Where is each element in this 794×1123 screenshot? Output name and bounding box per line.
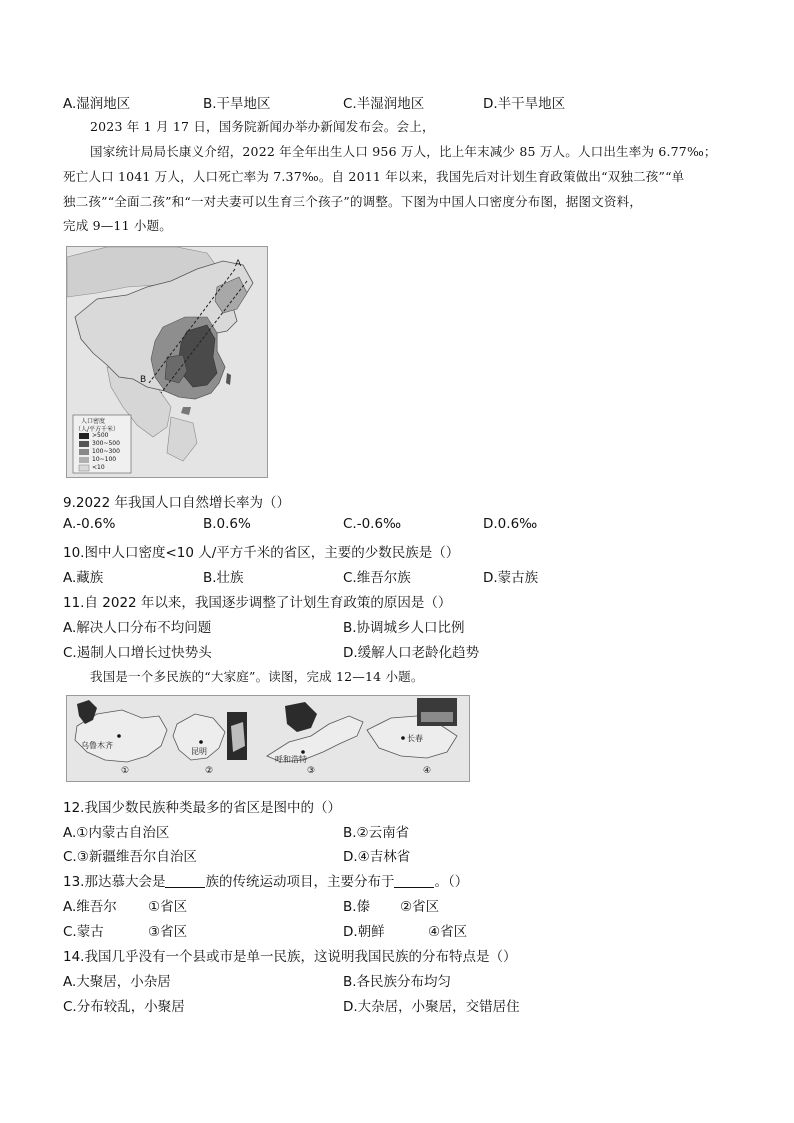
city-label-2: 昆明 xyxy=(191,747,207,756)
intro2: 我国是一个多民族的“大家庭”。读图，完成 12—14 小题。 xyxy=(90,669,424,684)
q13-stem-part-b: 族的传统运动项目，主要分布于 xyxy=(205,874,395,890)
q14-option-a: A.大聚居，小杂居 xyxy=(63,974,171,990)
province-num-1: ① xyxy=(121,766,130,776)
legend-title-1: 人口密度 xyxy=(81,418,106,425)
intro1-line4: 独二孩”“全面二孩”和“一对夫妻可以生育三个孩子”的调整。下图为中国人口密度分布图，据图文资料， xyxy=(63,194,643,209)
q13-option-c: C.蒙古 xyxy=(63,924,104,940)
q10-option-c: C.维吾尔族 xyxy=(343,570,411,586)
legend-item-3: 100~300 xyxy=(92,448,120,455)
q13-option-c-region: ③省区 xyxy=(148,924,188,940)
q13-option-b-region: ②省区 xyxy=(400,899,440,915)
legend-item-1: >500 xyxy=(92,432,109,439)
province-num-4: ④ xyxy=(423,766,432,776)
intro1-line1: 2023 年 1 月 17 日，国务院新闻办举办新闻发布会。会上， xyxy=(90,119,435,134)
q13-option-d-region: ④省区 xyxy=(428,924,468,940)
province-num-3: ③ xyxy=(307,766,316,776)
map-label-b: B xyxy=(140,375,147,385)
q13-blank-1 xyxy=(165,875,205,888)
q8-option-d: D.半干旱地区 xyxy=(483,96,566,112)
q10-option-a: A.藏族 xyxy=(63,570,104,586)
intro1-line5: 完成 9—11 小题。 xyxy=(63,218,173,233)
q9-option-b: B.0.6% xyxy=(203,516,251,532)
q14-option-b: B.各民族分布均匀 xyxy=(343,974,452,990)
q11-option-c: C.遏制人口增长过快势头 xyxy=(63,645,212,661)
q11-option-a: A.解决人口分布不均问题 xyxy=(63,620,212,636)
intro1-line2: 国家统计局局长康义介绍，2022 年全年出生人口 956 万人，比上年末减少 85 万人。人口出生率为 6.77‰； xyxy=(90,144,717,159)
q13-blank-2 xyxy=(394,875,434,888)
ethnic-provinces-figure xyxy=(66,695,470,782)
q9-option-c: C.-0.6‰ xyxy=(343,516,402,532)
city-label-1: 乌鲁木齐 xyxy=(81,741,113,750)
q8-option-a: A.湿润地区 xyxy=(63,96,131,112)
q11-stem: 11.自 2022 年以来，我国逐步调整了计划生育政策的原因是（） xyxy=(63,595,452,611)
province-num-2: ② xyxy=(205,766,214,776)
q10-stem: 10.图中人口密度<10 人/平方千米的省区，主要的少数民族是（） xyxy=(63,545,460,561)
q13-stem xyxy=(63,870,468,890)
legend-item-2: 300~500 xyxy=(92,440,120,447)
q12-option-d: D.④吉林省 xyxy=(343,849,411,865)
map-label-a: A xyxy=(235,259,242,269)
q8-option-b: B.干旱地区 xyxy=(203,96,271,112)
city-label-4: 长春 xyxy=(407,734,423,743)
q14-stem: 14.我国几乎没有一个县或市是单一民族，这说明我国民族的分布特点是（） xyxy=(63,949,517,965)
intro1-line3: 死亡人口 1041 万人，人口死亡率为 7.37‰。自 2011 年以来，我国先后对计划生育政策做出“双独二孩”“单 xyxy=(63,169,685,184)
q13-option-d: D.朝鲜 xyxy=(343,924,385,940)
q11-option-d: D.缓解人口老龄化趋势 xyxy=(343,645,480,661)
legend-item-5: <10 xyxy=(92,464,105,471)
q13-option-a-region: ①省区 xyxy=(148,899,188,915)
q13-stem-part-c: 。（） xyxy=(434,874,469,890)
q13-stem-part-a: 13.那达慕大会是 xyxy=(63,874,166,890)
q9-option-d: D.0.6‰ xyxy=(483,516,538,532)
q12-option-a: A.①内蒙古自治区 xyxy=(63,825,170,841)
q11-option-b: B.协调城乡人口比例 xyxy=(343,620,465,636)
q9-option-a: A.-0.6% xyxy=(63,516,116,532)
q10-option-d: D.蒙古族 xyxy=(483,570,539,586)
q12-option-c: C.③新疆维吾尔自治区 xyxy=(63,849,197,865)
population-density-map xyxy=(66,246,268,478)
city-label-3: 呼和浩特 xyxy=(275,755,307,764)
q13-option-a: A.维吾尔 xyxy=(63,899,117,915)
q12-stem: 12.我国少数民族种类最多的省区是图中的（） xyxy=(63,800,341,816)
q14-option-c: C.分布较乱，小聚居 xyxy=(63,999,185,1015)
q13-option-b: B.傣 xyxy=(343,899,371,915)
q10-option-b: B.壮族 xyxy=(203,570,244,586)
q9-stem: 9.2022 年我国人口自然增长率为（） xyxy=(63,495,291,511)
legend-title-2: （人/平方千米） xyxy=(75,426,120,433)
q8-option-c: C.半湿润地区 xyxy=(343,96,425,112)
q14-option-d: D.大杂居，小聚居，交错居住 xyxy=(343,999,520,1015)
q12-option-b: B.②云南省 xyxy=(343,825,410,841)
legend-item-4: 10~100 xyxy=(92,456,117,463)
